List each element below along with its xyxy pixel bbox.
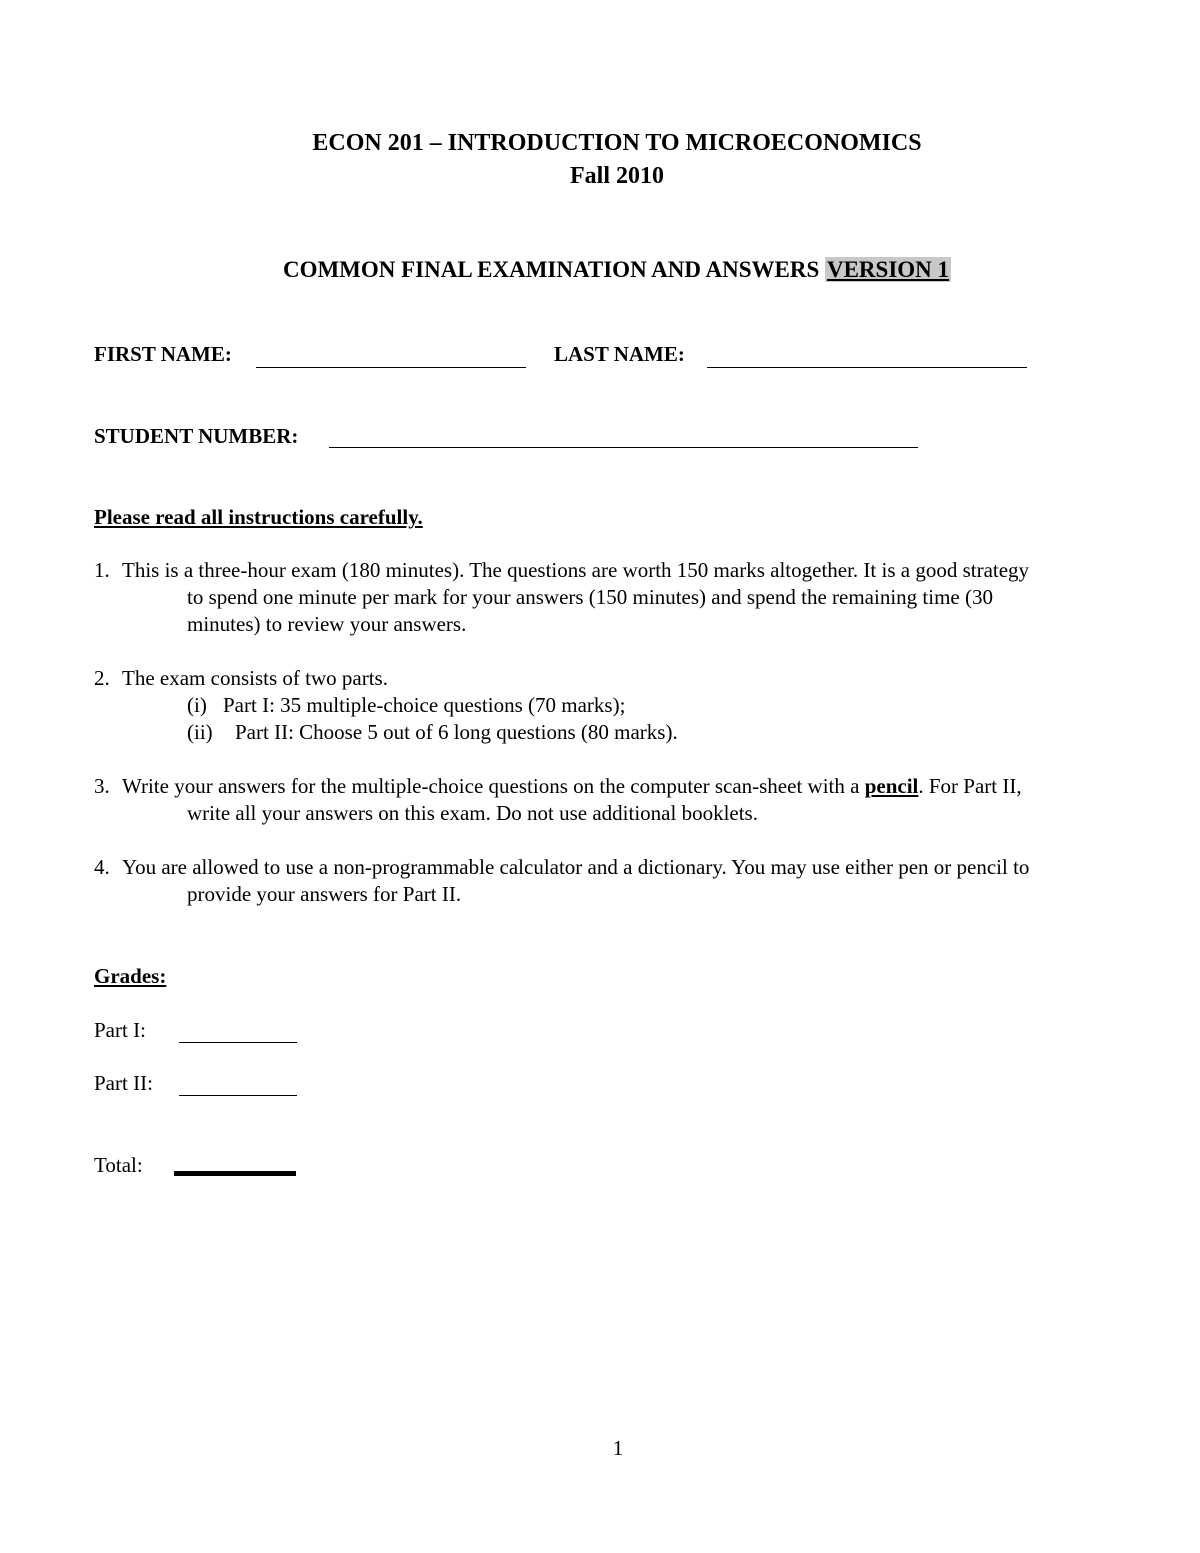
page-number: 1 [612, 1436, 624, 1460]
instruction-item-1-line-2: to spend one minute per mark for your answers (150 minutes) and spend the remaining time (30 [187, 585, 993, 609]
item-number: 1. [94, 558, 110, 582]
item-text: The exam consists of two parts. [122, 666, 388, 690]
last-name-label: LAST NAME: [554, 342, 685, 366]
instruction-item-1 [94, 557, 1029, 584]
instructions-heading: Please read all instructions carefully. [94, 505, 423, 529]
exam-title-line [0, 257, 1200, 283]
last-name-field[interactable] [707, 367, 1027, 368]
instruction-item-2-sub-2 [187, 719, 678, 746]
instruction-item-4 [94, 854, 1029, 881]
instruction-item-4-line-2: provide your answers for Part II. [187, 882, 462, 906]
pencil-emphasis: pencil [864, 774, 919, 798]
instruction-item-3-line-2: write all your answers on this exam. Do not use additional booklets. [187, 801, 758, 825]
item-number: 4. [94, 855, 110, 879]
grades-heading: Grades: [94, 964, 167, 988]
sub-item-number: (i) [187, 693, 207, 717]
grade-part-2-field[interactable] [179, 1095, 297, 1096]
instruction-item-2 [94, 665, 388, 692]
term: Fall 2010 [570, 163, 664, 189]
sub-item-text: Part II: Choose 5 out of 6 long questions (80 marks). [235, 720, 678, 744]
item-text: Write your answers for the multiple-choice questions on the computer scan-sheet with a [122, 774, 865, 798]
grade-part-1-field[interactable] [179, 1042, 297, 1043]
sub-item-number: (ii) [187, 720, 213, 744]
version-label: VERSION 1 [826, 257, 950, 282]
instruction-item-3 [94, 773, 1022, 800]
instruction-item-2-sub-1 [187, 692, 625, 719]
grade-total-label: Total: [94, 1153, 143, 1177]
exam-title: COMMON FINAL EXAMINATION AND ANSWERS [282, 257, 820, 282]
item-text-end: . For Part II, [918, 774, 1022, 798]
student-number-label: STUDENT NUMBER: [94, 424, 299, 448]
first-name-field[interactable] [256, 367, 526, 368]
item-number: 2. [94, 666, 110, 690]
course-title: ECON 201 – INTRODUCTION TO MICROECONOMICS [312, 130, 922, 156]
student-number-field[interactable] [329, 447, 918, 448]
instruction-item-1-line-3: minutes) to review your answers. [187, 612, 467, 636]
sub-item-text: Part I: 35 multiple-choice questions (70 marks); [223, 693, 626, 717]
grade-part-2-label: Part II: [94, 1071, 153, 1095]
first-name-label: FIRST NAME: [94, 342, 232, 366]
grade-total-field[interactable] [174, 1171, 296, 1176]
item-text: This is a three-hour exam (180 minutes). The questions are worth 150 marks altogether. It is a good strategy [122, 558, 1030, 582]
grade-part-1-label: Part I: [94, 1018, 146, 1042]
item-text: You are allowed to use a non-programmable calculator and a dictionary. You may use either pen or pencil to [122, 855, 1030, 879]
item-number: 3. [94, 774, 110, 798]
